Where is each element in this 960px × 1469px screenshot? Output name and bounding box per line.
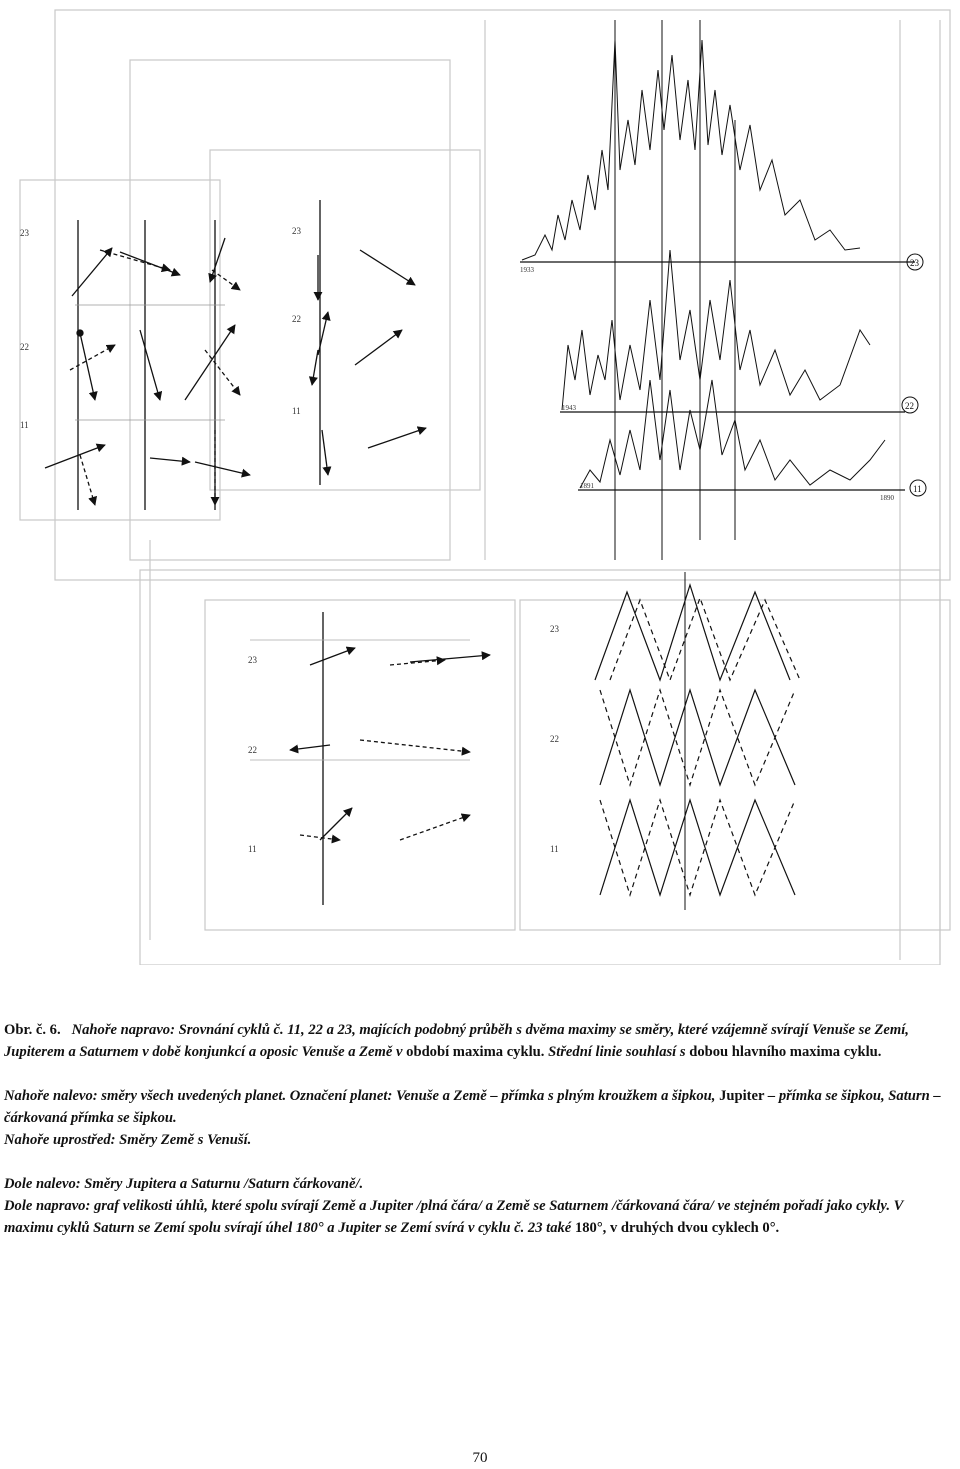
caption-text: Dole nalevo: Směry Jupitera a Saturnu /Saturn čárkovaně/. — [4, 1176, 364, 1192]
caption-paragraph — [4, 1085, 956, 1129]
caption-text: období maxima cyklu. — [406, 1044, 545, 1060]
panel-label: 22 — [20, 342, 29, 352]
chart-label: 11 — [913, 484, 922, 494]
panel-cycle-curves — [520, 20, 926, 560]
caption-paragraph — [4, 1019, 956, 1063]
panel-label: 11 — [20, 420, 29, 430]
panel-jupiter-saturn — [248, 612, 490, 905]
panel-label: 22 — [550, 734, 559, 744]
axis-year: 1933 — [520, 266, 534, 274]
caption-text: – přímka se šipkou, Saturn – čárkovaná přímka se šipkou. — [4, 1088, 941, 1126]
caption-paragraph — [4, 1129, 956, 1151]
figure-caption — [4, 1019, 956, 1239]
chart-label: 23 — [910, 258, 919, 268]
panel-label: 23 — [292, 226, 301, 236]
caption-lead: Obr. č. 6. — [4, 1022, 61, 1038]
caption-paragraph — [4, 1195, 956, 1239]
panel-label: 23 — [550, 624, 559, 634]
caption-text: Nahoře uprostřed: Směry Země s Venuší. — [4, 1132, 252, 1148]
caption-text: dobou hlavního maxima cyklu. — [689, 1044, 882, 1060]
panel-label: 23 — [248, 655, 257, 665]
axis-year: 1891 — [580, 482, 594, 490]
axis-year: 1890 — [880, 494, 894, 502]
page-number: 70 — [472, 1450, 488, 1466]
panel-earth-venus — [292, 200, 426, 485]
paper-sheets — [20, 10, 950, 965]
panel-label: 11 — [550, 844, 559, 854]
caption-text: Nahoře nalevo: směry všech uvedených planet. Označení planet: Venuše a Země – přímka s plným kroužkem a šipkou, — [4, 1088, 716, 1104]
panel-label: 11 — [292, 406, 301, 416]
panel-label: 22 — [248, 745, 257, 755]
panel-label: 11 — [248, 844, 257, 854]
caption-text: Střední linie souhlasí s — [548, 1044, 686, 1060]
panel-label: 23 — [20, 228, 29, 238]
caption-text: Nahoře napravo: Srovnání cyklů č. 11, 22 a 23, majících podobný průběh s dvěma maximy se směry, které vzájemně svírají Venuše se Zemí, Jupiterem a Saturnem v době konjunkcí a oposic Venuše a Země v — [4, 1022, 909, 1060]
caption-text: 180°, v druhých dvou cyklech 0°. — [574, 1220, 780, 1236]
caption-paragraph — [4, 1173, 956, 1195]
caption-text: Dole napravo: graf velikosti úhlů, které spolu svírají Země a Jupiter /plná čára/ a Země se Saturnem /čárkovaná čára/ ve stejném pořadí jako cykly. V maximu cyklů Saturn se Zemí spolu svírají úhel 180° a Jupiter se Zemí svírá v cyklu č. 23 také — [4, 1198, 904, 1236]
caption-text: Jupiter — [719, 1088, 765, 1104]
chart-label: 22 — [905, 401, 914, 411]
axis-year: 1943 — [562, 404, 576, 412]
panel-angle-graph — [550, 572, 800, 910]
panel-label: 22 — [292, 314, 301, 324]
